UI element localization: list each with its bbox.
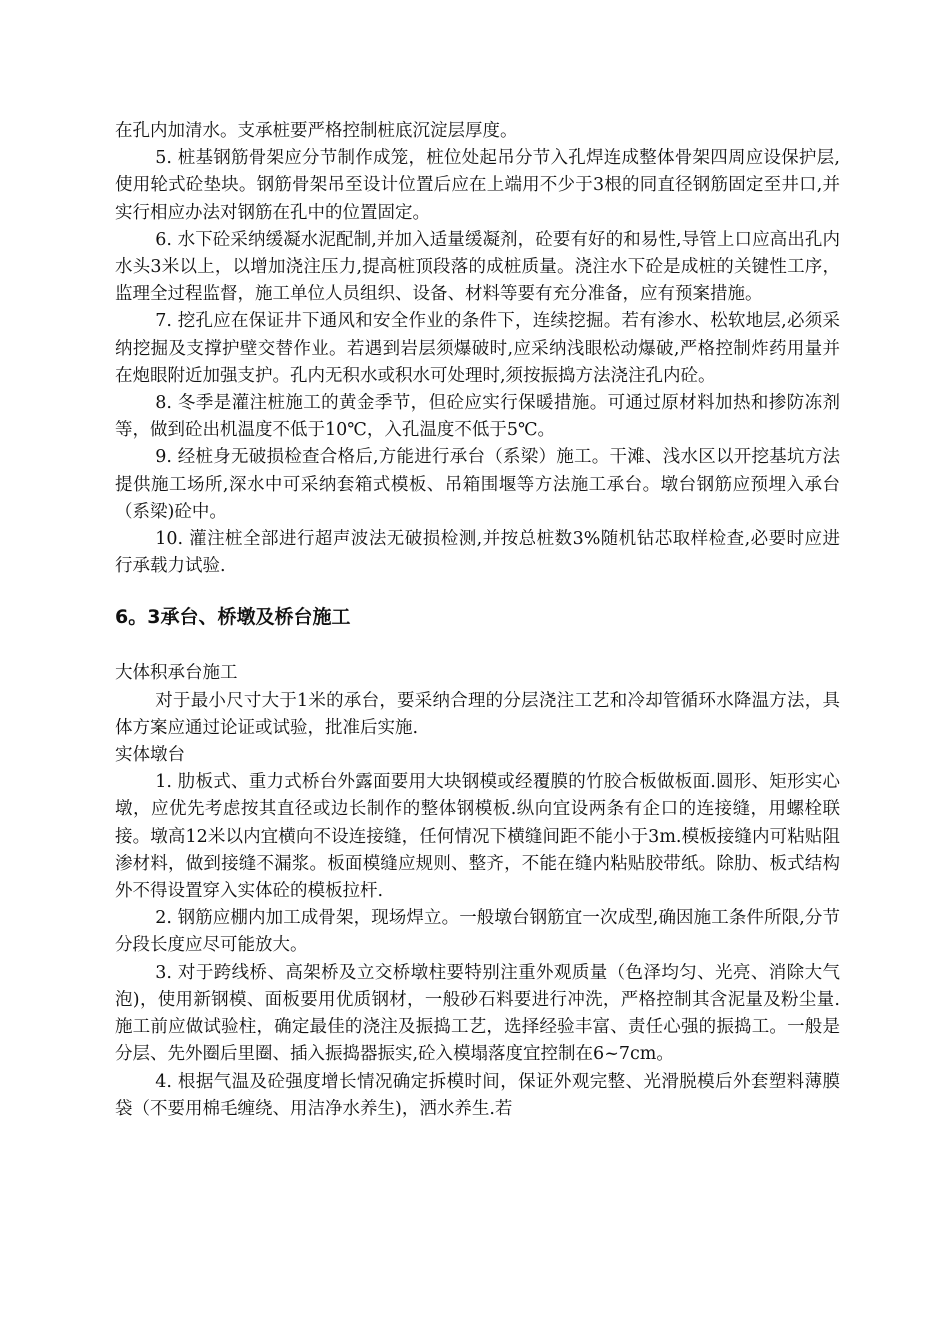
paragraph: 10. 灌注桩全部进行超声波法无破损检测,并按总桩数3%随机钻芯取样检查,必要时应进行承载力试验.	[115, 529, 840, 577]
paragraph: 3. 对于跨线桥、高架桥及立交桥墩柱要特别注重外观质量（色泽均匀、光亮、消除大气泡)，使用新钢模、面板要用优质钢材，一般砂石料要进行冲洗，严格控制其含泥量及粉尘量.施工前应做试验柱，确定最佳的浇注及振捣工艺，选择经验丰富、责任心强的振捣工。一般是分层、先外圈后里圈、插入振捣器振实,砼入模塌落度宜控制在6~7cm。	[115, 962, 840, 1065]
paragraph: 5. 桩基钢筋骨架应分节制作成笼，桩位处起吊分节入孔焊连成整体骨架四周应设保护层,使用轮式砼垫块。钢筋骨架吊至设计位置后应在上端用不少于3根的同直径钢筋固定至井口,并实行相应办法对钢筋在孔中的位置固定。	[115, 148, 840, 223]
paragraph: 7. 挖孔应在保证井下通风和安全作业的条件下，连续挖掘。若有渗水、松软地层,必须采纳挖掘及支撑护壁交替作业。若遇到岩层须爆破时,应采纳浅眼松动爆破,严格控制炸药用量并在炮眼附近加强支护。孔内无积水或积水可处理时,须按振捣方法浇注孔内砼。	[115, 311, 840, 386]
paragraph: 8. 冬季是灌注桩施工的黄金季节，但砼应实行保暖措施。可通过原材料加热和掺防冻剂等，做到砼出机温度不低于10℃，入孔温度不低于5℃。	[115, 393, 840, 441]
paragraph: 4. 根据气温及砼强度增长情况确定拆模时间，保证外观完整、光滑脱模后外套塑料薄膜袋（不要用棉毛缠绕、用洁净水养生)，洒水养生.若	[115, 1071, 840, 1119]
paragraph: 对于最小尺寸大于1米的承台，要采纳合理的分层浇注工艺和冷却管循环水降温方法，具体方案应通过论证或试验，批准后实施.	[115, 690, 840, 738]
subheading: 大体积承台施工	[115, 663, 238, 684]
section-heading: 6。3承台、桥墩及桥台施工	[115, 606, 351, 629]
subheading: 实体墩台	[115, 745, 185, 766]
paragraph: 1. 肋板式、重力式桥台外露面要用大块钢模或经覆膜的竹胶合板做板面.圆形、矩形实心墩，应优先考虑按其直径或边长制作的整体钢模板.纵向宜设两条有企口的连接缝，用螺栓联接。墩高12米以内宜横向不设连接缝，任何情况下横缝间距不能小于3m.模板接缝内可粘贴阻渗材料，做到接缝不漏浆。板面模缝应规则、整齐，不能在缝内粘贴胶带纸。除肋、板式结构外不得设置穿入实体砼的模板拉杆.	[115, 772, 840, 902]
paragraph: 6. 水下砼采纳缓凝水泥配制,并加入适量缓凝剂，砼要有好的和易性,导管上口应高出孔内水头3米以上，以增加浇注压力,提高桩顶段落的成桩质量。浇注水下砼是成桩的关键性工序，监理全过程监督，施工单位人员组织、设备、材料等要有充分准备，应有预案措施。	[115, 229, 840, 305]
paragraph: 9. 经桩身无破损检查合格后,方能进行承台（系梁）施工。干滩、浅水区以开挖基坑方法提供施工场所,深水中可采纳套箱式模板、吊箱围堰等方法施工承台。墩台钢筋应预埋入承台（系梁)砼中。	[115, 447, 840, 522]
paragraph: 2. 钢筋应棚内加工成骨架，现场焊立。一般墩台钢筋宜一次成型,确因施工条件所限,分节分段长度应尽可能放大。	[115, 908, 840, 956]
document-page	[115, 118, 840, 1123]
paragraph: 在孔内加清水。支承桩要严格控制桩底沉淀层厚度。	[115, 121, 518, 141]
